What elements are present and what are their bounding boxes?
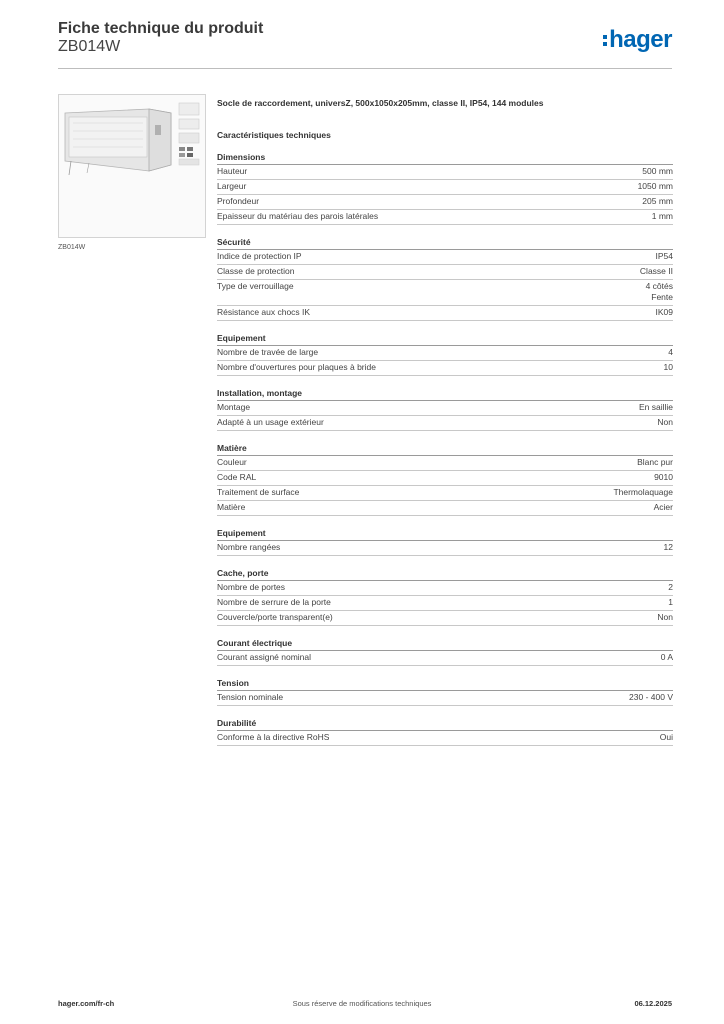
spec-section (217, 527, 673, 556)
spec-label: Couvercle/porte transparent(e) (217, 612, 333, 622)
spec-row (217, 486, 673, 501)
spec-row (217, 195, 673, 210)
spec-label: Nombre de travée de large (217, 347, 319, 357)
spec-value (642, 196, 673, 207)
spec-value (646, 281, 673, 303)
spec-value-line: IP54 (655, 251, 673, 261)
spec-value-line: 205 mm (642, 196, 673, 206)
spec-value (668, 582, 673, 593)
spec-value-line: Blanc pur (637, 457, 673, 467)
spec-value-line: 10 (663, 362, 673, 372)
spec-value-line: En saillie (638, 402, 673, 412)
spec-row (217, 456, 673, 471)
spec-row (217, 651, 673, 666)
spec-value (664, 542, 673, 553)
spec-row (217, 361, 673, 376)
spec-label: Code RAL (217, 472, 257, 482)
section-title: Cache, porte (217, 567, 673, 581)
section-title: Courant électrique (217, 637, 673, 651)
spec-row (217, 401, 673, 416)
footer-date: 06.12.2025 (634, 999, 672, 1008)
spec-label: Hauteur (217, 166, 248, 176)
spec-label: Indice de protection IP (217, 251, 302, 261)
spec-label: Adapté à un usage extérieur (217, 417, 324, 427)
spec-value-line: Thermolaquage (613, 487, 673, 497)
spec-label: Traitement de surface (217, 487, 300, 497)
logo-wordmark: hager (609, 26, 672, 53)
spec-row (217, 541, 673, 556)
spec-value (640, 266, 673, 277)
spec-row (217, 346, 673, 361)
spec-value-line: Classe II (639, 266, 673, 276)
spec-value-line: 4 (668, 347, 673, 357)
spec-label: Largeur (217, 181, 247, 191)
spec-value (656, 307, 674, 318)
spec-row (217, 265, 673, 280)
spec-value-line: 12 (663, 542, 673, 552)
product-description: Socle de raccordement, universZ, 500x1050x205mm, classe II, IP54, 144 modules (217, 98, 544, 108)
spec-value-line: Acier (653, 502, 673, 512)
spec-value-line: 9010 (654, 472, 673, 482)
spec-label: Couleur (217, 457, 247, 467)
hager-logo (603, 28, 672, 52)
spec-section (217, 717, 673, 746)
page-title: Fiche technique du produit (58, 20, 264, 37)
spec-value (642, 166, 673, 177)
footer-notice: Sous réserve de modifications techniques (292, 999, 432, 1008)
spec-label: Type de verrouillage (217, 281, 294, 291)
spec-value-line: 1 (668, 597, 673, 607)
spec-section (217, 151, 673, 225)
spec-value-line: Non (657, 417, 673, 427)
spec-value-line: 0 A (660, 652, 673, 662)
spec-value (613, 487, 673, 498)
spec-value (637, 457, 673, 468)
spec-value (654, 472, 673, 483)
spec-value-line: 500 mm (642, 166, 673, 176)
spec-value-line: 2 (668, 582, 673, 592)
spec-value (639, 402, 673, 413)
spec-section (217, 332, 673, 376)
spec-value (629, 692, 673, 703)
spec-row (217, 691, 673, 706)
spec-value-line: Non (657, 612, 673, 622)
spec-value (654, 502, 673, 513)
spec-value (668, 597, 673, 608)
spec-value (638, 181, 673, 192)
spec-label: Classe de protection (217, 266, 295, 276)
spec-row (217, 250, 673, 265)
spec-row (217, 611, 673, 626)
spec-value (661, 652, 673, 663)
spec-row (217, 165, 673, 180)
spec-label: Résistance aux chocs IK (217, 307, 311, 317)
spec-row (217, 306, 673, 321)
spec-label: Nombre d'ouvertures pour plaques à bride (217, 362, 376, 372)
product-photo (58, 94, 206, 238)
spec-value (657, 612, 673, 623)
spec-value (668, 347, 673, 358)
spec-section (217, 442, 673, 516)
section-title: Dimensions (217, 151, 673, 165)
spec-value (664, 362, 673, 373)
spec-row (217, 501, 673, 516)
section-title: Installation, montage (217, 387, 673, 401)
section-title: Sécurité (217, 236, 673, 250)
spec-row (217, 596, 673, 611)
spec-label: Nombre rangées (217, 542, 281, 552)
spec-label: Montage (217, 402, 251, 412)
spec-section (217, 236, 673, 321)
spec-label: Epaisseur du matériau des parois latérales (217, 211, 379, 221)
spec-value-line: IK09 (655, 307, 673, 317)
spec-label: Tension nominale (217, 692, 284, 702)
logo-dots-icon (603, 35, 607, 46)
spec-label: Nombre de serrure de la porte (217, 597, 331, 607)
spec-label: Matière (217, 502, 246, 512)
header-divider (58, 68, 672, 69)
spec-content (217, 96, 673, 746)
section-title: Matière (217, 442, 673, 456)
product-reference: ZB014W (58, 38, 121, 55)
section-title: Equipement (217, 332, 673, 346)
spec-value (652, 211, 673, 222)
photo-caption: ZB014W (58, 244, 86, 251)
spec-section (217, 677, 673, 706)
spec-value-line: 4 côtés (645, 281, 673, 291)
section-title: Equipement (217, 527, 673, 541)
spec-section (217, 637, 673, 666)
spec-value-line: 1 mm (651, 211, 673, 221)
spec-sections (217, 151, 673, 746)
characteristics-title: Caractéristiques techniques (217, 130, 331, 140)
spec-value (656, 251, 674, 262)
spec-value-line: 1050 mm (637, 181, 673, 191)
spec-label: Courant assigné nominal (217, 652, 312, 662)
spec-label: Conforme à la directive RoHS (217, 732, 330, 742)
spec-section (217, 567, 673, 626)
footer-website: hager.com/fr-ch (58, 999, 115, 1008)
spec-value-line: 230 - 400 V (629, 692, 673, 702)
spec-value (657, 417, 673, 428)
spec-value (660, 732, 673, 743)
section-title: Tension (217, 677, 673, 691)
spec-row (217, 210, 673, 225)
spec-row (217, 581, 673, 596)
spec-row (217, 731, 673, 746)
section-title: Durabilité (217, 717, 673, 731)
spec-section (217, 387, 673, 431)
spec-row (217, 280, 673, 306)
spec-row (217, 471, 673, 486)
spec-row (217, 180, 673, 195)
spec-label: Nombre de portes (217, 582, 286, 592)
spec-label: Profondeur (217, 196, 260, 206)
spec-row (217, 416, 673, 431)
spec-value-line: Oui (659, 732, 673, 742)
spec-value-line: Fente (651, 292, 673, 302)
